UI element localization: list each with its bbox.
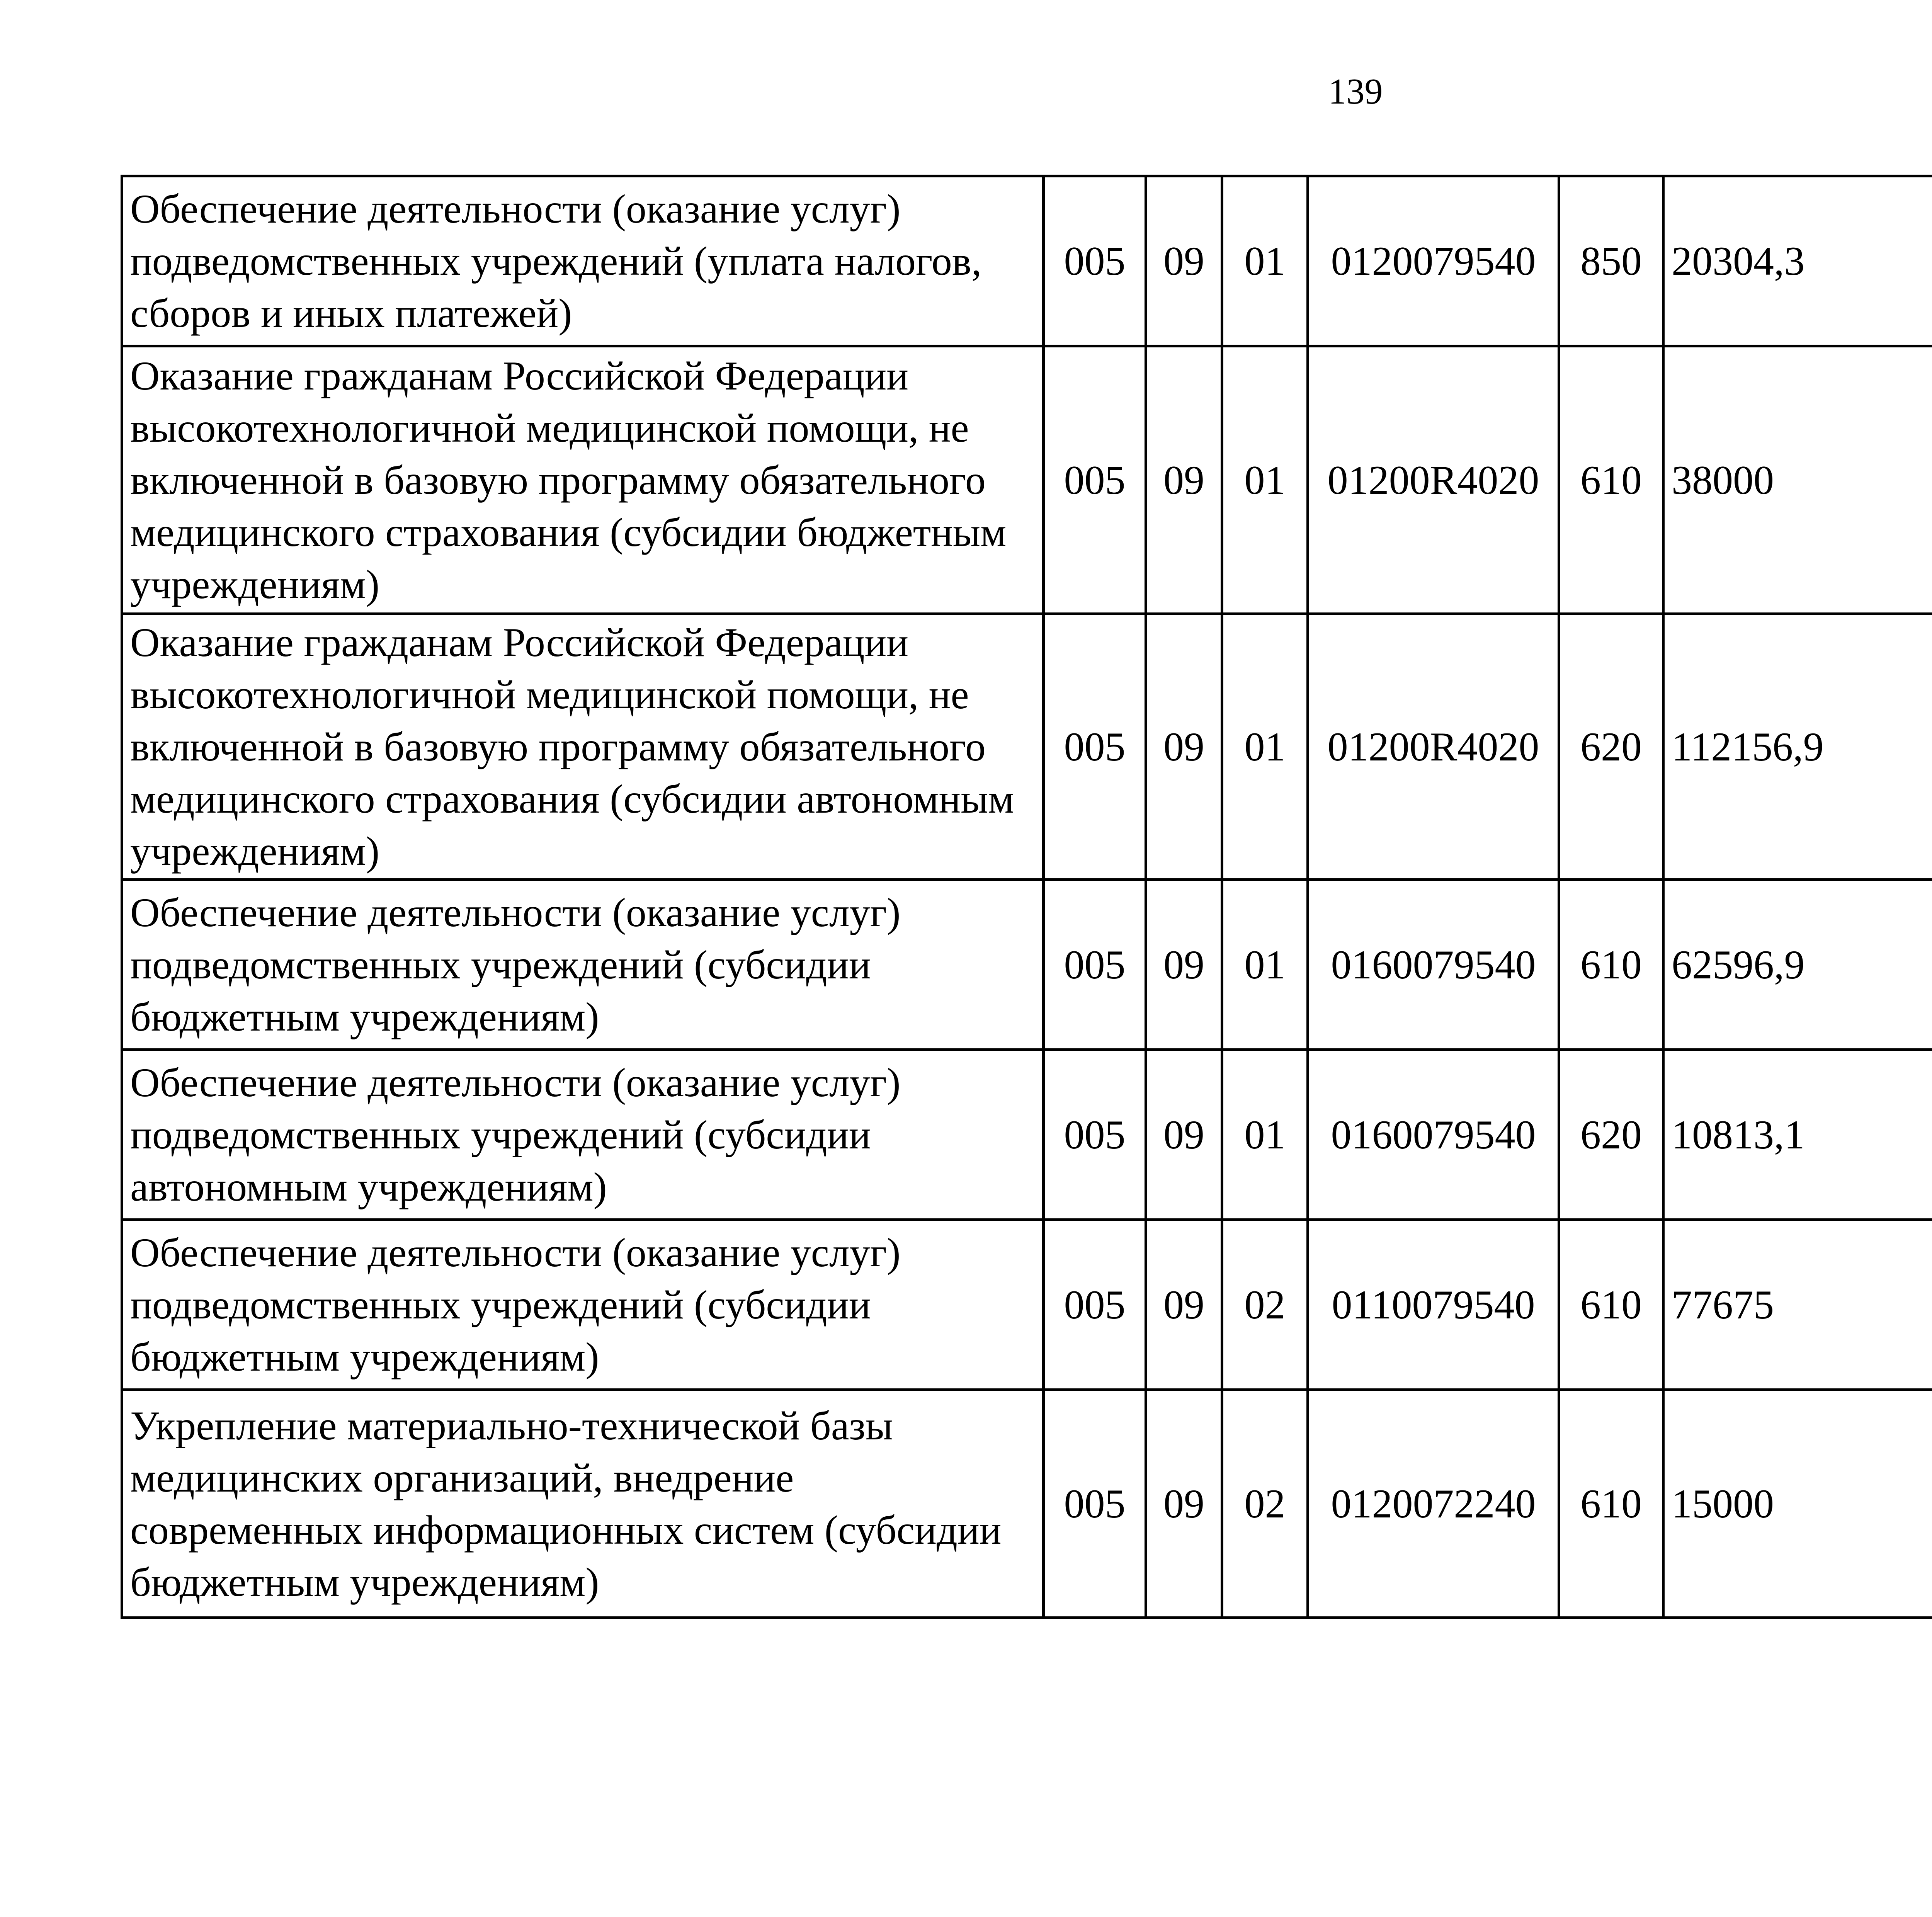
table-row (122, 1390, 1932, 1618)
amount-year-1-cell: 112156,9 (1663, 614, 1932, 880)
target-article-cell: 0160079540 (1308, 1050, 1559, 1220)
section-code-cell: 09 (1146, 880, 1222, 1050)
section-code-cell: 09 (1146, 1220, 1222, 1390)
subsection-code-cell: 02 (1222, 1220, 1308, 1390)
amount-year-1-cell: 38000 (1663, 346, 1932, 614)
ministry-code-cell: 005 (1044, 1220, 1146, 1390)
target-article-cell: 0120079540 (1308, 176, 1559, 346)
target-article-cell: 01200R4020 (1308, 614, 1559, 880)
expense-type-cell: 610 (1559, 346, 1663, 614)
expense-type-cell: 610 (1559, 880, 1663, 1050)
table-row (122, 176, 1932, 346)
amount-year-1-cell: 15000 (1663, 1390, 1932, 1618)
expense-type-cell: 610 (1559, 1390, 1663, 1618)
row-name-cell: Обеспечение деятельности (оказание услуг) подведомственных учреждений (уплата налогов, сборов и иных платежей) (122, 176, 1044, 346)
expense-type-cell: 620 (1559, 1050, 1663, 1220)
subsection-code-cell: 01 (1222, 1050, 1308, 1220)
expense-type-cell: 610 (1559, 1220, 1663, 1390)
amount-year-1-cell: 62596,9 (1663, 880, 1932, 1050)
target-article-cell: 0120072240 (1308, 1390, 1559, 1618)
target-article-cell: 01200R4020 (1308, 346, 1559, 614)
amount-year-1-cell: 10813,1 (1663, 1050, 1932, 1220)
amount-year-1-cell: 77675 (1663, 1220, 1932, 1390)
section-code-cell: 09 (1146, 1050, 1222, 1220)
amount-year-1-cell: 20304,3 (1663, 176, 1932, 346)
table-row (122, 346, 1932, 614)
target-article-cell: 0160079540 (1308, 880, 1559, 1050)
section-code-cell: 09 (1146, 346, 1222, 614)
expense-type-cell: 850 (1559, 176, 1663, 346)
table-row (122, 1050, 1932, 1220)
ministry-code-cell: 005 (1044, 346, 1146, 614)
table-row (122, 1220, 1932, 1390)
row-name-cell: Оказание гражданам Российской Федерации высокотехнологичной медицинской помощи, не включенной в базовую программу обязательного медицинского страхования (субсидии бюджетным учреждениям) (122, 346, 1044, 614)
row-name-cell: Обеспечение деятельности (оказание услуг) подведомственных учреждений (субсидии бюджетным учреждениям) (122, 1220, 1044, 1390)
subsection-code-cell: 01 (1222, 176, 1308, 346)
subsection-code-cell: 01 (1222, 880, 1308, 1050)
expense-type-cell: 620 (1559, 614, 1663, 880)
row-name-cell: Обеспечение деятельности (оказание услуг) подведомственных учреждений (субсидии бюджетным учреждениям) (122, 880, 1044, 1050)
page-number: 139 (1328, 71, 1383, 112)
subsection-code-cell: 01 (1222, 614, 1308, 880)
ministry-code-cell: 005 (1044, 880, 1146, 1050)
ministry-code-cell: 005 (1044, 1050, 1146, 1220)
budget-table (121, 175, 1932, 1619)
table-row (122, 880, 1932, 1050)
ministry-code-cell: 005 (1044, 176, 1146, 346)
ministry-code-cell: 005 (1044, 1390, 1146, 1618)
section-code-cell: 09 (1146, 614, 1222, 880)
row-name-cell: Обеспечение деятельности (оказание услуг) подведомственных учреждений (субсидии автономным учреждениям) (122, 1050, 1044, 1220)
table-body (122, 176, 1932, 1618)
section-code-cell: 09 (1146, 176, 1222, 346)
subsection-code-cell: 02 (1222, 1390, 1308, 1618)
ministry-code-cell: 005 (1044, 614, 1146, 880)
subsection-code-cell: 01 (1222, 346, 1308, 614)
row-name-cell: Оказание гражданам Российской Федерации высокотехнологичной медицинской помощи, не включенной в базовую программу обязательного медицинского страхования (субсидии автономным учреждениям) (122, 614, 1044, 880)
table-row (122, 614, 1932, 880)
row-name-cell: Укрепление материально-технической базы медицинских организаций, внедрение современных информационных систем (субсидии бюджетным учреждениям) (122, 1390, 1044, 1618)
target-article-cell: 0110079540 (1308, 1220, 1559, 1390)
section-code-cell: 09 (1146, 1390, 1222, 1618)
